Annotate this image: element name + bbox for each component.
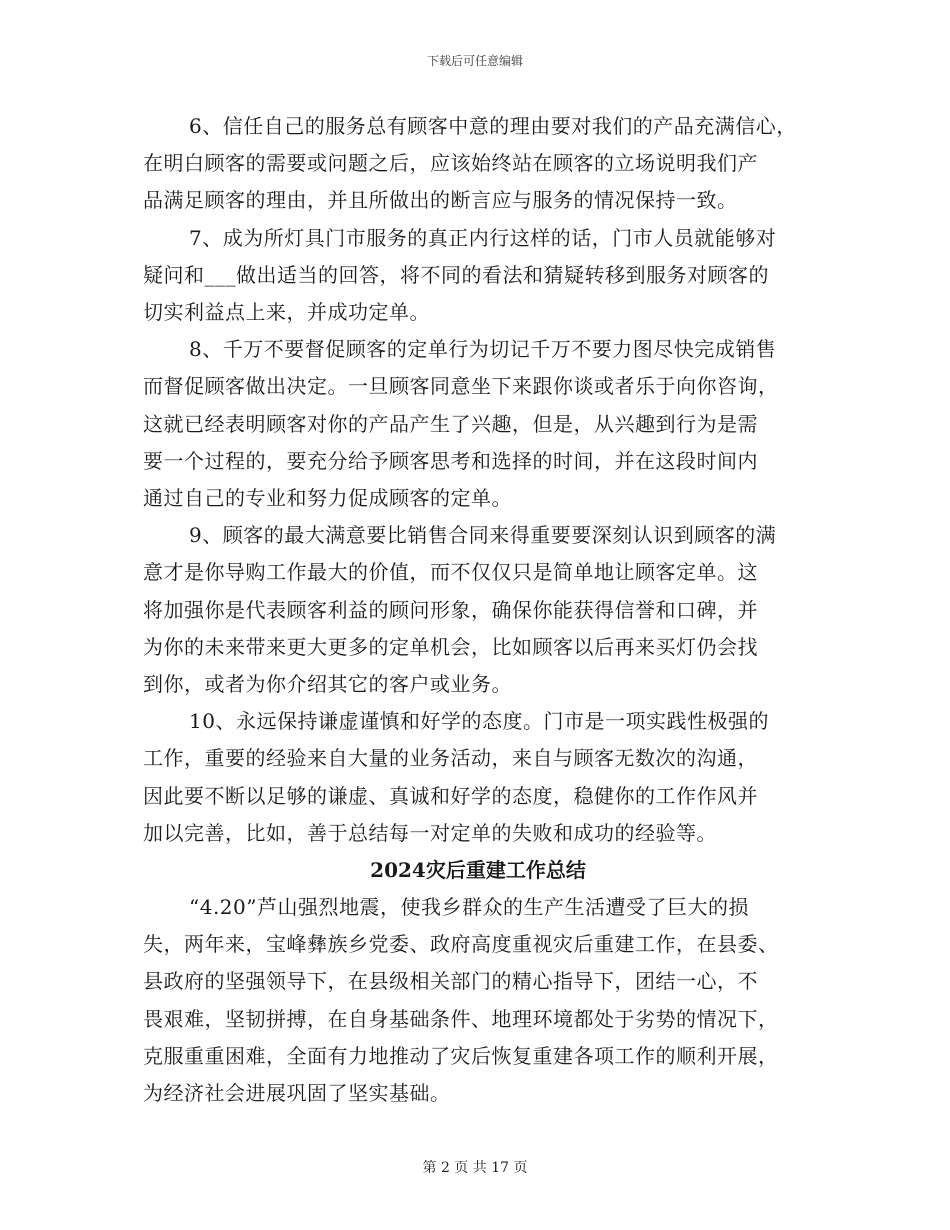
- page-number-footer: 第 2 页 共 17 页: [422, 1160, 528, 1176]
- paragraph-line: 克服重重困难，全面有力地推动了灾后恢复重建各项工作的顺利开展，: [143, 1043, 779, 1068]
- paragraph-item-10: [143, 703, 813, 852]
- paragraph-item-7: [143, 220, 813, 332]
- paragraph-line: 10、永远保持谦虚谨慎和好学的态度。门市是一项实践性极强的: [189, 709, 769, 734]
- paragraph-line: 为你的未来带来更大更多的定单机会，比如顾客以后再来买灯仍会找: [143, 634, 758, 659]
- paragraph-line: 因此要不断以足够的谦虚、真诚和好学的态度，稳健你的工作作风并: [143, 783, 758, 808]
- document-body: [143, 108, 813, 1112]
- paragraph-line: 要一个过程的，要充分给予顾客思考和选择的时间，并在这段时间内: [143, 448, 758, 473]
- paragraph-line: 切实利益点上来，并成功定单。: [143, 300, 430, 325]
- paragraph-line: 6、信任自己的服务总有顾客中意的理由要对我们的产品充满信心，: [189, 114, 797, 138]
- paragraph-item-6: [143, 108, 813, 220]
- paragraph-line: 在明白顾客的需要或问题之后，应该始终站在顾客的立场说明我们产: [143, 151, 758, 176]
- paragraph-line: 县政府的坚强领导下，在县级相关部门的精心指导下，团结一心，不: [143, 969, 758, 994]
- paragraph-item-8: [143, 331, 813, 517]
- paragraph-line: 9、顾客的最大满意要比销售合同来得重要要深刻认识到顾客的满: [189, 523, 777, 548]
- paragraph-line: 将加强你是代表顾客利益的顾问形象，确保你能获得信誉和口碑，并: [143, 597, 758, 622]
- paragraph-item-9: [143, 517, 813, 703]
- page-header: 下载后可任意编辑: [426, 54, 523, 68]
- paragraph-line: 通过自己的专业和努力促成顾客的定单。: [143, 486, 512, 511]
- paragraph-line: 品满足顾客的理由，并且所做出的断言应与服务的情况保持一致。: [143, 188, 738, 213]
- paragraph-line: 8、千万不要督促顾客的定单行为切记千万不要力图尽快完成销售: [189, 337, 777, 362]
- paragraph-line: 意才是你导购工作最大的价值，而不仅仅只是简单地让顾客定单。这: [143, 560, 758, 585]
- paragraph-line: 工作，重要的经验来自大量的业务活动，来自与顾客无数次的沟通，: [143, 746, 758, 771]
- section-title: 2024灾后重建工作总结: [370, 858, 586, 883]
- paragraph-line: 7、成为所灯具门市服务的真正内行这样的话，门市人员就能够对: [189, 225, 777, 250]
- paragraph-line: 这就已经表明顾客对你的产品产生了兴趣，但是，从兴趣到行为是需: [143, 411, 758, 436]
- paragraph-line: 为经济社会进展巩固了坚实基础。: [143, 1081, 451, 1106]
- paragraph-line: 而督促顾客做出决定。一旦顾客同意坐下来跟你谈或者乐于向你咨询，: [143, 374, 779, 399]
- paragraph-line: 疑问和___做出适当的回答，将不同的看法和猜疑转移到服务对顾客的: [143, 262, 769, 287]
- paragraph-line: 到你，或者为你介绍其它的客户或业务。: [143, 672, 512, 697]
- paragraph-line: 加以完善，比如，善于总结每一对定单的失败和成功的经验等。: [143, 820, 717, 845]
- intro-paragraph: [143, 889, 813, 1112]
- paragraph-line: 失，两年来，宝峰彝族乡党委、政府高度重视灾后重建工作，在县委、: [143, 932, 779, 957]
- paragraph-line: 畏艰难，坚韧拼搏，在自身基础条件、地理环境都处于劣势的情况下，: [143, 1006, 779, 1031]
- paragraph-line: “4.20”芦山强烈地震，使我乡群众的生产生活遭受了巨大的损: [189, 895, 749, 920]
